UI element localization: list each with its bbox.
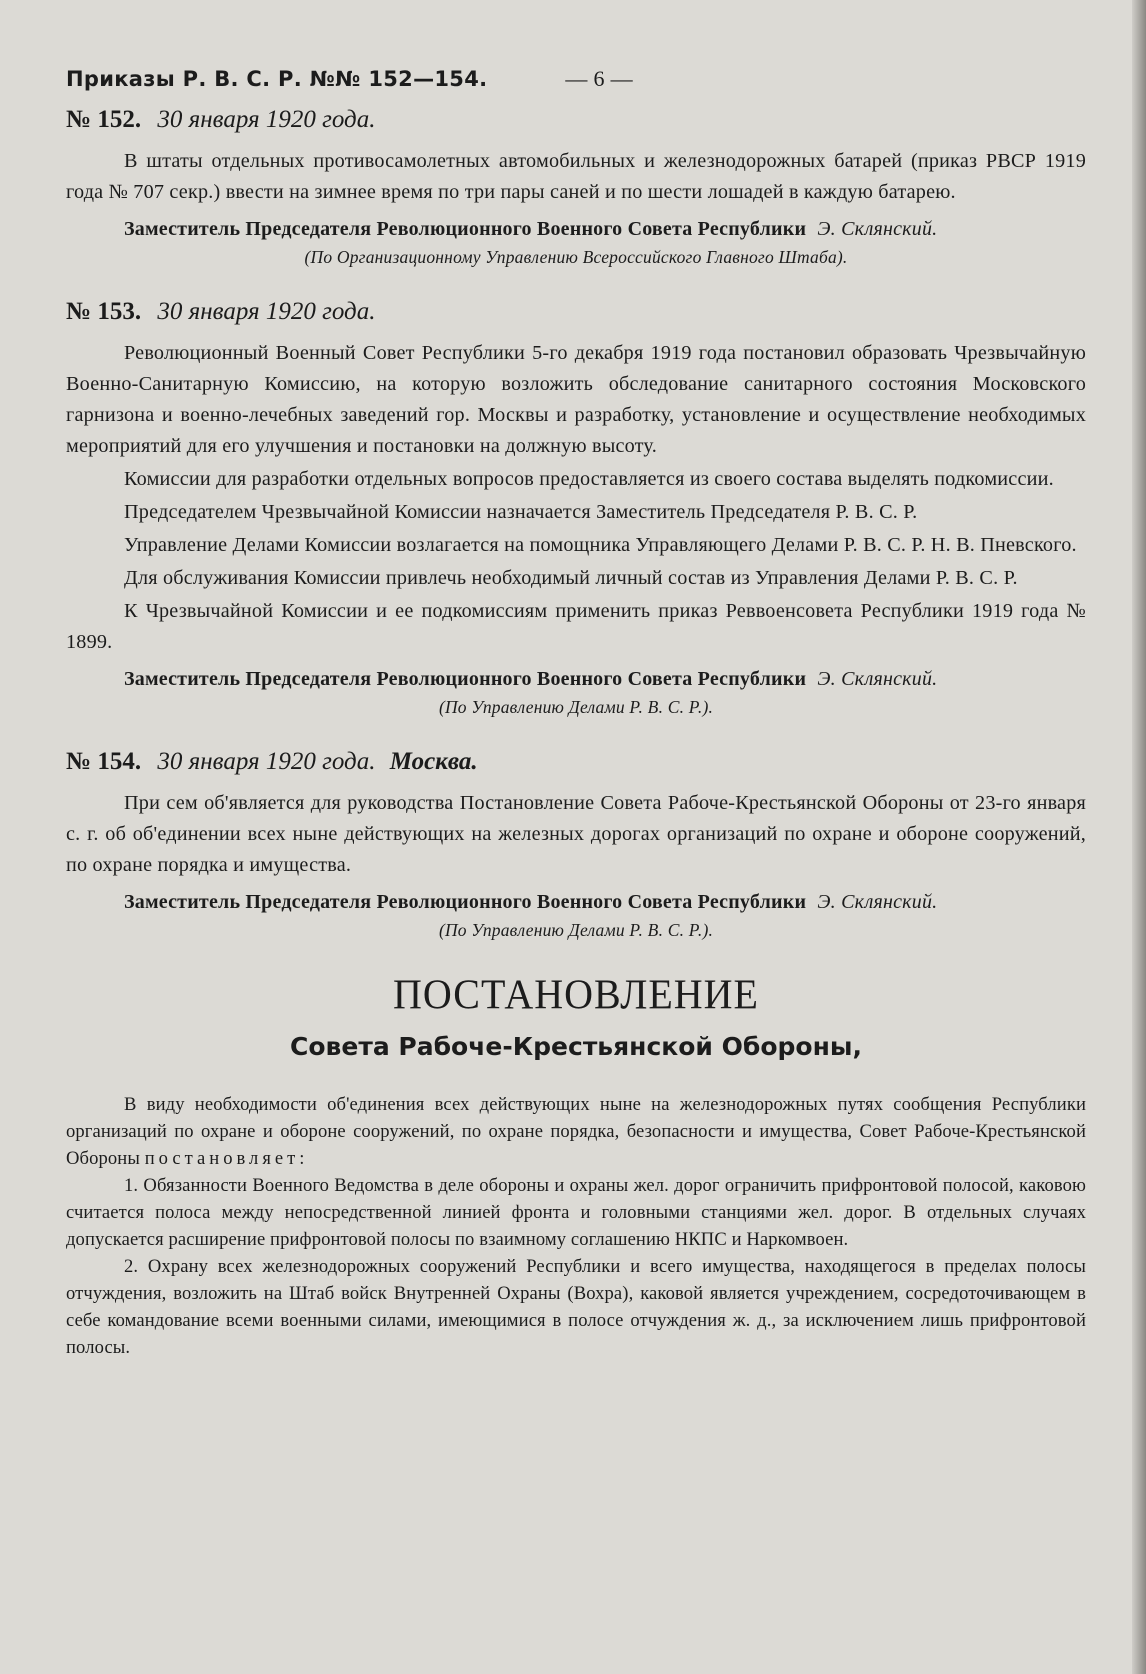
order-source: (По Управлению Делами Р. В. С. Р.).	[438, 697, 714, 717]
order-date: 30 января 1920 года.	[157, 748, 376, 775]
decree	[66, 971, 1086, 1361]
order-paragraph: К Чрезвычайной Комиссии и ее подкомиссиям применить приказ Реввоенсовета Республики 1919 года № 1899.	[66, 600, 1086, 653]
order-number: № 152.	[66, 106, 142, 133]
order-source: (По Организационному Управлению Всероссийского Главного Штаба).	[304, 247, 848, 267]
order-153	[66, 298, 1086, 718]
order-date: 30 января 1920 года.	[157, 106, 376, 133]
order-paragraph: Комиссии для разработки отдельных вопросов предоставляется из своего состава выделять подкомиссии.	[124, 468, 1054, 490]
decree-intro-verb: постановляет:	[144, 1148, 309, 1169]
signature-name: Э. Склянский.	[817, 668, 938, 690]
order-source: (По Управлению Делами Р. В. С. Р.).	[438, 920, 714, 940]
decree-title: ПОСТАНОВЛЕНИЕ	[393, 970, 759, 1019]
order-heading	[66, 298, 1086, 326]
order-paragraph: Председателем Чрезвычайной Комиссии назначается Заместитель Председателя Р. В. С. Р.	[124, 501, 918, 523]
order-152	[66, 106, 1086, 268]
page-edge-shadow	[1132, 0, 1146, 1674]
decree-intro-text: В виду необходимости об'единения всех действующих ныне на железнодорожных путях сообщения Республики организаций по охране и обороне сооружений, по охране порядка, безопасности и имущества, Совет Рабоче-Крестьянской Обороны	[66, 1094, 1086, 1169]
running-head-title: Приказы Р. В. С. Р. №№ 152—154.	[66, 67, 488, 91]
decree-item: 1. Обязанности Военного Ведомства в деле обороны и охраны жел. дорог ограничить прифронтовой полосой, каковою считается полоса между непосредственной линией фронта и головными станциями жел. дорог. В отдельных случаях допускается расширение прифронтовой полосы по взаимному соглашению НКПС и Наркомвоен.	[66, 1175, 1086, 1250]
order-number: № 154.	[66, 748, 142, 775]
order-154	[66, 748, 1086, 941]
order-signature	[66, 664, 1086, 695]
page-number: — 6 —	[565, 66, 633, 91]
signature-label: Заместитель Председателя Революционного Военного Совета Республики	[124, 891, 807, 913]
running-head	[66, 66, 1086, 92]
signature-name: Э. Склянский.	[817, 218, 938, 240]
signature-label: Заместитель Председателя Революционного Военного Совета Республики	[124, 218, 807, 240]
order-heading	[66, 748, 1086, 776]
decree-intro	[66, 1091, 1086, 1172]
order-signature	[66, 214, 1086, 245]
signature-label: Заместитель Председателя Революционного Военного Совета Республики	[124, 668, 807, 690]
decree-subtitle: Совета Рабоче-Крестьянской Обороны,	[290, 1032, 862, 1061]
order-date: 30 января 1920 года.	[157, 298, 376, 325]
order-heading	[66, 106, 1086, 134]
order-paragraph: В штаты отдельных противосамолетных автомобильных и железнодорожных батарей (приказ РВСР 1919 года № 707 секр.) ввести на зимнее время по три пары саней и по шести лошадей в каждую батарею.	[66, 150, 1086, 203]
order-paragraph: Революционный Военный Совет Республики 5-го декабря 1919 года постановил образовать Чрезвычайную Военно-Санитарную Комиссию, на которую возложить обследование санитарного состояния Московского гарнизона и военно-лечебных заведений гор. Москвы и разработку, установление и осуществление необходимых мероприятий для его улучшения и постановки на должную высоту.	[66, 342, 1086, 457]
order-number: № 153.	[66, 298, 142, 325]
signature-name: Э. Склянский.	[817, 891, 938, 913]
order-signature	[66, 887, 1086, 918]
order-paragraph: При сем об'является для руководства Постановление Совета Рабоче-Крестьянской Обороны от 23-го января с. г. об об'единении всех ныне действующих на железных дорогах организаций по охране и обороне сооружений, по охране порядка и имущества.	[66, 792, 1086, 876]
decree-item: 2. Охрану всех железнодорожных сооружений Республики и всего имущества, находящегося в пределах полосы отчуждения, возложить на Штаб войск Внутренней Охраны (Вохра), каковой является учреждением, сосредоточивающем в себе командование всеми военными силами, имеющимися в полосе отчуждения ж. д., за исключением лишь прифронтовой полосы.	[66, 1256, 1086, 1358]
order-paragraph: Для обслуживания Комиссии привлечь необходимый личный состав из Управления Делами Р. В. С. Р.	[124, 567, 1018, 589]
order-place: Москва.	[389, 748, 478, 775]
order-paragraph: Управление Делами Комиссии возлагается на помощника Управляющего Делами Р. В. С. Р. Н. В. Пневского.	[124, 534, 1077, 556]
